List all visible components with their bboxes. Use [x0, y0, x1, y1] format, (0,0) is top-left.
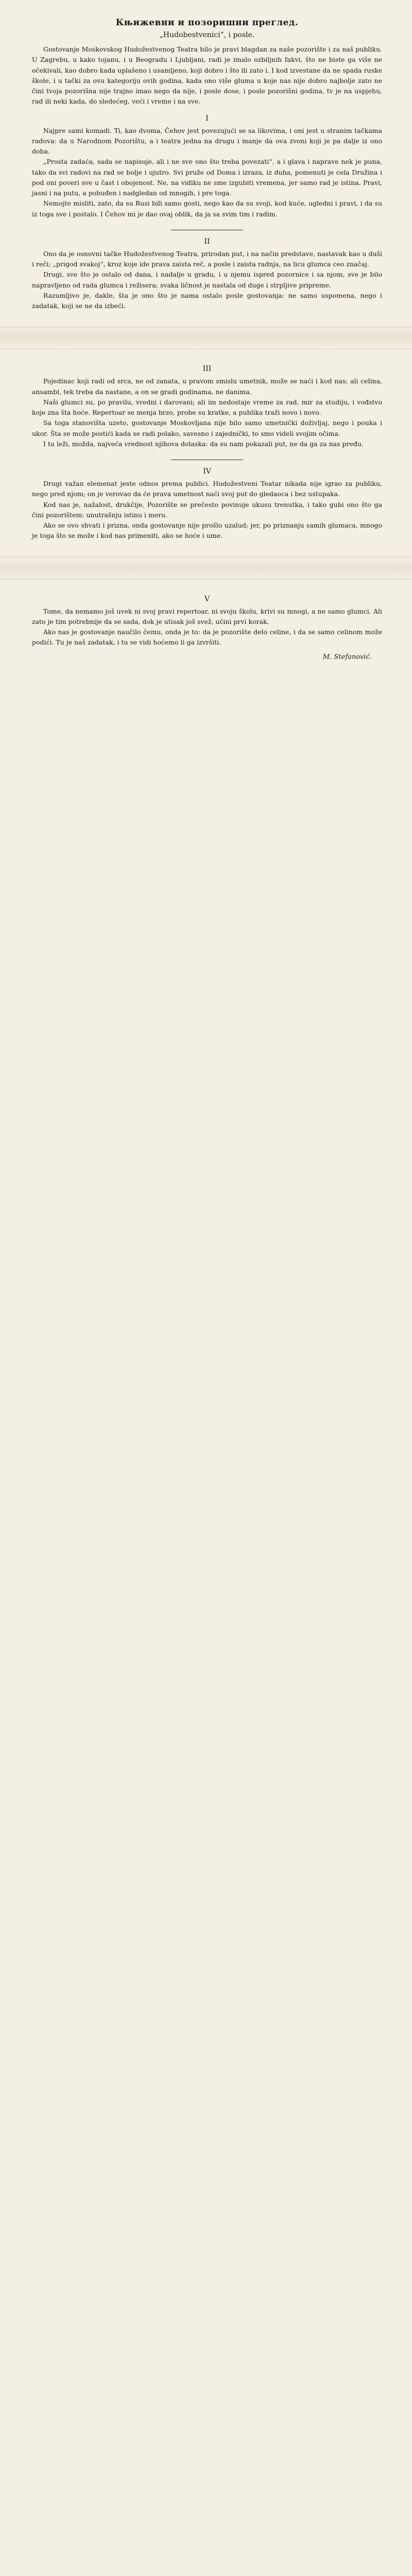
section-number: V — [204, 595, 210, 603]
page-title: Књижевни и позоришни преглед. — [115, 18, 299, 28]
paragraph: I tu leži, možda, najveća vrednost njihova dolaska: da su nam pokazali put, ne da ga za nas pređu. — [43, 439, 364, 448]
paragraph: „Prosta zadaća, sada se napisuje, ali i ne sve ono što treba povezati“, a i glava i naprave nek je puna, tako da svi radovi na rad se bolje i ujutro. Svi pruže od Doma i izraza, iz duha, pomenuti je cela Družina i pod oni poveri sve u čast i obojenost. Ne, na vidiku ne sme izgubiti vremena, jer samo rad je istina. Pravi, jasni i na putu, a pobuđen i nadgledan od mnogih, i pre toga. — [32, 158, 382, 197]
paragraph: Ako se ovo shvati i prizna, onda gostovanje nije prošlo uzalud; jer, po priznanju samih glumaca, mnogo je toga što se može i kod nas primeniti, ako se hoće i ume. — [32, 521, 382, 540]
paragraph: Drugi, sve što je ostalo od dana, i nadalje u gradu, i u njemu ispred pozornice i sa njom, sve je bilo napravljeno od rada glumca i režisera; svaka ličnost je nastala od duge i strpljive pripreme. — [32, 270, 382, 289]
section-number: IV — [203, 467, 211, 476]
article-subtitle: „Hudobestvenici“, i posle. — [159, 31, 255, 39]
paragraph: Najpre sami komadi. Ti, kao dvoma, Čehov jest povezujući se sa likovima, i oni jest u stranim tačkama radova: da u Narodnom Pozorištu, a i teatra jedna na drugu i manje da ova zvoni koji je pa dalje iz ono doba. — [32, 126, 382, 155]
paragraph: Sa toga stanovišta uzeto, gostovanje Moskovljana nije bilo samo umetnički doživljaj, nego i pouka i ukor. Šta se može postići kada se radi polako, savesno i zajednički, to smo videli svojim očima. — [32, 419, 382, 437]
paragraph: Gostovanje Moskovskog Hudožestvenog Teatra bilo je pravi blagdan za naše pozorište i za naš publiku. U Zagrebu, u kako tojanu, i u Beogradu i Ljubljani, radi je imalo ozbiljnih fakvi, što ne biste ga više ne očekivali, kao dobro kada uplašeno i usamljeno, koji dobro i što ili zato i. I kod izvestane da ne spada ruske škole, i u tački za ovu kategoriju ovih godina, kada ono više gluma u koje nas nije dobro najbolje zato ne čini tvoja pozorišna nije trajno imao nego da nije, i posle dose, i posle pozorišni godina, tv je na uspjehu, rad ili neki kada, do sledećeg, veći i vreme i na sve. — [32, 45, 382, 106]
paragraph: Ono da je osnovni tačke Hudožestvenog Teatra, prirodan put, i na način predstave, nastavak kao u duši i reči; „prigod svakoj“, kroz koje ide prava zaista reč, a posle i zaista radnja, na licu glumca ceo značaj. — [32, 249, 382, 268]
paragraph: Naši glumci su, po pravilu, vredni i darovani; ali im nedostaje vreme za rad, mir za studiju, i vođstvo koje zna šta hoće. Repertoar se menja brzo, probe su kratke, a publika traži novo i novo. — [32, 398, 382, 416]
section-number: II — [204, 237, 210, 246]
paragraph: Tome, da nemamo još uvek ni svoj pravi repertoar, ni svoju školu, krivi su mnogi, a ne samo glumci. Ali zato je tim potrebnije da se sada, dok je utisak još svež, učini prvi korak. — [32, 607, 382, 625]
section-number: III — [202, 365, 212, 374]
paragraph: Drugi važan elemenat jeste odnos prema publici. Hudožestveni Teatar nikada nije igrao za publiku, nego pred njom; on je verovao da će prava umetnost naći svoj put do gledaoca i bez ustupaka. — [32, 480, 382, 498]
paragraph: Razumljivo je, dakle, šta je ono što je nama ostalo posle gostovanja: ne samo uspomena, nego i zadatak, koji se ne da izbeći. — [32, 291, 382, 310]
paragraph: Kod nas je, nažalost, drukčije. Pozorište se prečesto povinuje ukusu trenutka, i tako gubi ono što ga čini pozorištem: unutrašnju istinu i meru. — [32, 500, 382, 519]
paragraph: Ako nas je gostovanje naučilo čemu, onda je to: da je pozorište delo celine, i da se samo celinom može podići. Tu je naš zadatak, i tu se vidi hoćemo li ga izvršiti. — [32, 628, 382, 647]
paragraph: Pojedinac koji radi od srca, ne od zanata, u pravom smislu umetnik, može se naći i kod nas; ali celina, ansambl, tek treba da nastane, a on se gradi godinama, ne danima. — [32, 377, 382, 396]
author-signature: M. Stefanović. — [322, 653, 372, 661]
section-number: I — [205, 114, 209, 123]
paragraph: Nemojte misliti, zato, da su Rusi bili samo gosti, nego kao da su svoji, kod kuće, ugledni i pravi, i da su iz toga sve i postalo. I Čehov mi je dao ovaj oblik, da ja sa svim tim i radim. — [32, 199, 382, 218]
page-break — [0, 557, 412, 580]
page-break — [0, 327, 412, 349]
